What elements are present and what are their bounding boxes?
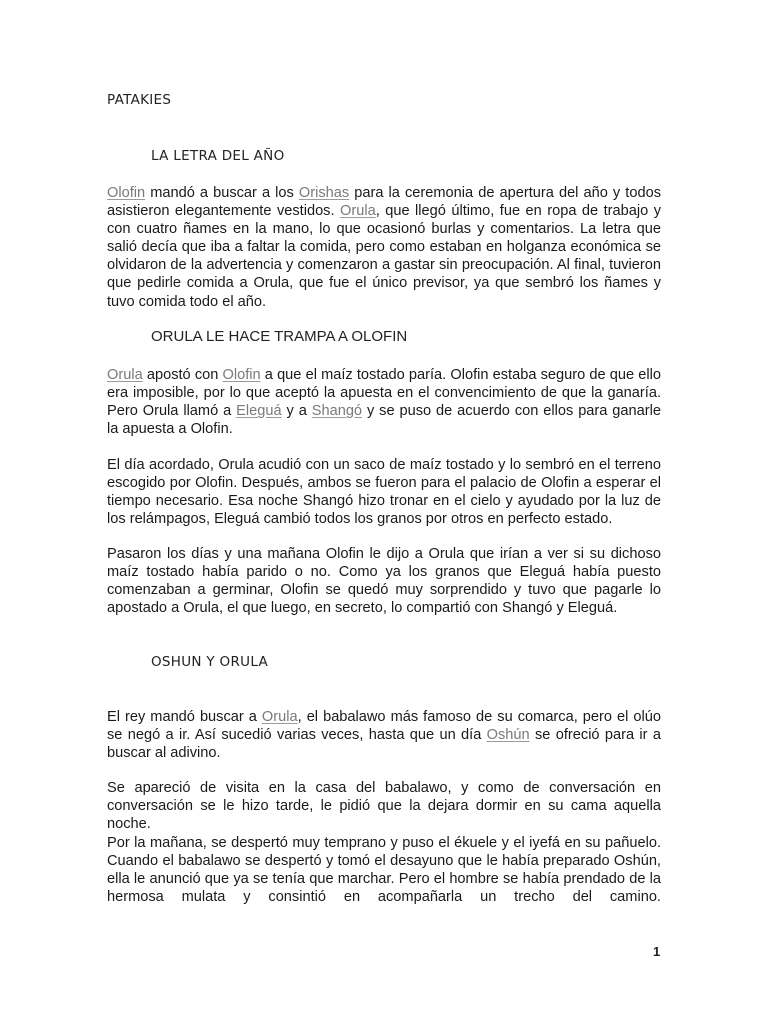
link-shango[interactable]: Shangó <box>311 403 363 420</box>
link-orula[interactable]: Orula <box>107 367 143 383</box>
paragraph-text: para la ceremonia de apertura del año y todos asistieron elegantemente vestidos. <box>107 185 662 220</box>
paragraph-text: mandó a buscar a los <box>145 185 299 201</box>
paragraph-text: y se puso de acuerdo con ellos para ganarle la apuesta a Olofin. <box>107 403 661 438</box>
link-orishas[interactable]: Orishas <box>298 185 350 201</box>
paragraph-el-rey-mando <box>107 708 661 762</box>
paragraph-orula-apuesta <box>107 366 661 438</box>
link-oshun[interactable]: Oshún <box>486 727 530 744</box>
link-elegua[interactable]: Eleguá <box>236 403 282 420</box>
paragraph-text: apostó con <box>142 367 223 383</box>
paragraph-text: , el babalawo más famoso de su comarca, pero el olúo se negó a ir. Así sucedió varias veces, hasta que un día <box>107 709 661 744</box>
paragraph-pasaron-los-dias: Pasaron los días y una mañana Olofin le dijo a Orula que irían a ver si su dichoso maíz tostado había parido o no. Como ya los granos que Eleguá había puesto comenzaban a germinar, Olofin se quedó muy sorprendido y tuvo que pagarle lo apostado a Orula, el que luego, en secreto, lo compartió con Shangó y Eleguá. <box>107 546 661 617</box>
paragraph-se-aparecio: Se apareció de visita en la casa del babalawo, y como de conversación en conversación se le hizo tarde, le pidió que la dejara dormir en su cama aquella noche. <box>107 780 661 833</box>
link-orula[interactable]: Orula <box>340 203 376 220</box>
link-olofin[interactable]: Olofin <box>222 367 261 383</box>
paragraph-text: se ofreció para ir a buscar al adivino. <box>107 727 661 762</box>
paragraph-text: , que llegó último, fue en ropa de trabajo y con cuatro ñames en la mano, lo que ocasionó burlas y comentarios. La letra que salió decía que iba a faltar la comida, pero como estaban en holganza económica se olvidaron de la advertencia y comenzaron a gastar sin preocupación. Al final, tuvieron que pedirle comida a Orula, que fue el único previsor, ya que sembró los ñames y tuvo comida todo el año. <box>107 203 661 310</box>
paragraph-text: El rey mandó buscar a <box>107 709 262 725</box>
paragraph-text: y a <box>281 403 312 420</box>
document-title: PATAKIES <box>107 92 172 108</box>
page-number: 1 <box>653 944 661 959</box>
paragraph-la-letra-del-ano <box>107 184 661 311</box>
link-olofin[interactable]: Olofin <box>107 185 146 201</box>
paragraph-text: a que el maíz tostado paría. Olofin estaba seguro de que ello era imposible, por lo que aceptó la apuesta en el convencimiento de que la ganaría. Pero Orula llamó a <box>107 367 662 420</box>
section-heading-orula-le-hace-trampa: ORULA LE HACE TRAMPA A OLOFIN <box>151 328 408 345</box>
link-orula[interactable]: Orula <box>261 709 298 725</box>
section-heading-oshun-y-orula: OSHUN Y ORULA <box>151 654 269 670</box>
section-heading-la-letra-del-ano: LA LETRA DEL AÑO <box>151 148 285 164</box>
paragraph-dia-acordado: El día acordado, Orula acudió con un saco de maíz tostado y lo sembró en el terreno escogido por Olofin. Después, ambos se fueron para el palacio de Olofin a esperar el tiempo necesario. Esa noche Shangó hizo tronar en el cielo y ayudado por la luz de los relámpagos, Eleguá cambió todos los granos por otros en perfecto estado. <box>107 457 661 528</box>
paragraph-por-la-manana: Por la mañana, se despertó muy temprano y puso el ékuele y el iyefá en su pañuelo. Cuando el babalawo se despertó y tomó el desayuno que le había preparado Oshún, ella le anunció que ya se tenía que marchar. Pero el hombre se había prendado de la hermosa mulata y consintió en acompañarla un trecho del camino. <box>107 835 661 906</box>
